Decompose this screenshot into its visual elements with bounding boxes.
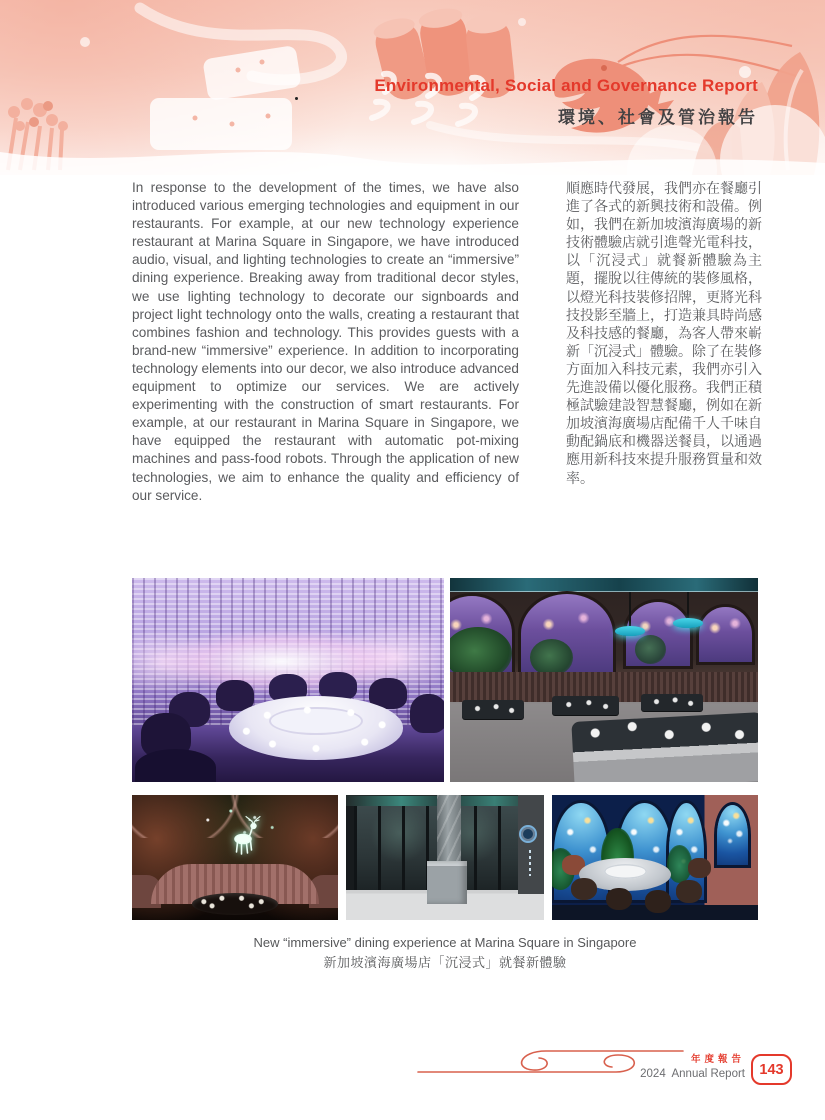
chair [606,888,633,911]
caption-chinese: 新加坡濱海廣場店「沉浸式」就餐新體驗 [323,955,567,970]
stray-ink-dot [295,97,298,100]
chair [410,694,444,733]
photo-underwater-private-room [552,795,758,920]
plant [530,639,573,676]
report-title-english: Environmental, Social and Governance Report [374,76,758,95]
bubble-icon [518,18,526,26]
table-settings [229,696,404,759]
photo-led-dining-room [132,578,444,782]
ceiling-light-strip [450,578,758,592]
header-decoration-band [0,0,825,175]
pendant-lamp [629,592,631,627]
gallery-caption [132,933,758,973]
photo-restaurant-entrance [346,795,544,920]
caption-english: New “immersive” dining experience at Marina Square in Singapore [253,935,637,950]
footer-report-labels [640,1051,745,1080]
vertical-sign-text [529,850,531,876]
projection-arch [699,607,751,662]
chair [688,858,711,878]
body-paragraph-chinese: 順應時代發展，我們亦在餐廳引進了各式的新興技術和設備。例如，我們在新加坡濱海廣場的新技術體驗店就引進聲光電科技，以「沉浸式」就餐新體驗為主題，擺脫以往傳統的裝修風格，以燈光科技裝修招牌，更將光科技投影至牆上，打造兼具時尚感及科技感的餐廳，為客人帶來嶄新「沉浸式」體驗。除了在裝修方面加入科技元素，我們亦引入先進設備以優化服務。我們正積極試驗建設智慧餐廳，例如在新加坡濱海廣場店配備千人千味自動配鍋底和機器送餐員，以通過應用新科技來提升服務質量和效率。 [566,180,762,486]
gallery-row-small [132,795,758,920]
photo-dining-hall-arches [450,578,758,782]
dining-table [641,694,703,710]
report-title-block [374,76,758,128]
chair [571,878,598,901]
lazy-susan [604,864,647,879]
annual-report-label-english: 2024 Annual Report [640,1068,745,1080]
table-settings [573,717,758,750]
report-title-chinese: 環境、社會及管治報告 [558,108,758,127]
logo-pillar [518,795,544,894]
plant [635,635,666,664]
dining-table [552,696,620,714]
side-wall [346,806,354,890]
chair [135,749,216,782]
dining-table [462,700,524,718]
glowing-deer-icon [225,815,265,859]
photo-gallery [132,578,758,973]
photo-deer-projection-room [132,795,338,920]
chair [676,880,703,903]
page-number-badge: 143 [751,1054,792,1085]
gallery-row-large [132,578,758,782]
body-paragraph-english: In response to the development of the times, we have also introduced various emerging technologies and equipment in our restaurants. For example, at our new technology experience restaurant at Marina Square in Singapore, we have introduced audio, visual, and lighting technologies to create an “immersive” dining experience. Breaking away from traditional decor styles, we use lighting technology to decorate our signboards and project light technology onto the walls, creating a restaurant that combines fashion and technology. This provides guests with a brand-new “immersive” experience. In addition to incorporating technology elements into our decor, we also introduce advanced equipment to optimize our services. We are actively experimenting with the construction of smart restaurants. For example, at our restaurant in Marina Square in Singapore, we have equipped the restaurant with automatic pot-mixing machines and pass-food robots. Through the application of new technologies, we aim to enhance the quality and efficiency of our service. [132,180,519,503]
bubble-icon [80,37,90,47]
annual-report-label-chinese: 年度報告 [690,1054,745,1065]
host-desk [427,861,467,904]
chair [645,890,672,913]
pendant-lamp [687,592,689,619]
table-settings [194,894,276,912]
aquarium-arch [717,805,748,865]
tofu-cubes-icon [150,45,302,150]
restaurant-logo-icon [519,825,537,843]
